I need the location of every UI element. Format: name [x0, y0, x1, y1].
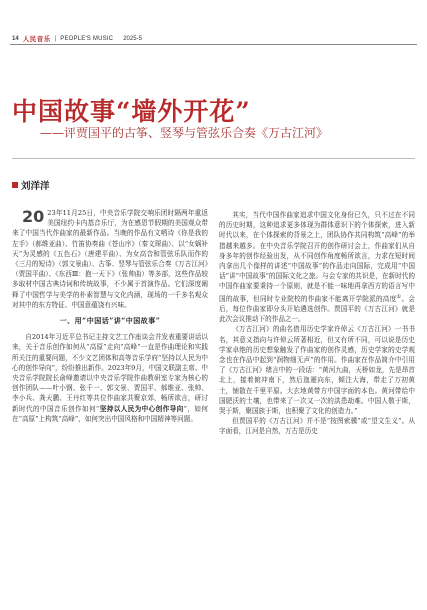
right-column: [219, 210, 415, 437]
paragraph-text: 自2014年习近平总书记主持文艺工作座谈会并发表重要讲话以来，关于音乐创作如何从“高原”走向“高峰”一直是作曲理论和实践所关注的重要问题，不少文艺团体和高等音乐学府“坚持以人民为中心的创作导向”，纷纷推出新作。2023年9月，中国文联副主席、中央音乐学院院长俞峰邀请以中央音乐学院作曲教研室专家为核心的创作团队——叶小钢、张千一、郭文景、贾国平、郝维亚、张帅、李小兵、龚天鹏、王丹红等共位作曲家共聚京郊，畅所欲言，研讨新时代的中国音乐创作如何“: [12, 333, 208, 413]
paragraph-text: 其实，当代中国作曲家追求中国文化身份已久，只不过在不同的历史时期，这种追求更多体现为群体意识下的个体探索，进入新时代以来，在个体探索的背景之上，团队协作共同构筑“高峰”的举措越来越多。在中央音乐学院召开的创作研讨会上，作曲家们从自身多年的创作经验出发，从不同创作角度畅所欲言，力求在短时间内拿出几个像样的讲述“中国故事”的作品走向国际，完成用“中国话”讲“中国故事”的国际文化之旅。与会专家的共识是，在新时代的中国作曲家要秉持一个原则，就是不能一味地再拿西方的语言写中国的故事，但同时专业院校的作曲家不能离开学院派的高度: [219, 211, 415, 303]
author-line: [12, 178, 50, 192]
dropcap: 20: [22, 207, 45, 226]
header-separator: |: [54, 35, 57, 42]
footnote-ref: ①: [396, 293, 402, 300]
left-column: [12, 208, 208, 424]
paragraph: [219, 210, 415, 324]
article-subtitle: ——评贾国平的古筝、竖琴与管弦乐合奏《万古江河》: [40, 126, 329, 140]
page-number: 14: [12, 35, 19, 42]
magazine-logo: 人民音乐: [22, 36, 51, 43]
paragraph-emphasis: 坚持以人民为中心创作导向: [99, 404, 184, 413]
section-heading: 一、用“中国话”讲“中国故事”: [59, 316, 161, 326]
header-rule: [10, 44, 417, 45]
paragraph-text: 23年11月25日，中央音乐学院交响乐团时隔两年重返美国纽约卡内基音乐厅，为在感恩节假期的美国观众带来了中国当代作曲家的最新作品。当晚的作品有文哂诗《你是我的左手》（郝维亚曲）、竹笛协奏曲《苍山序》（秦文琛曲）、以“女娲补天”为灵感的《五色石》（唐建平曲）、为女高音和管弦乐队而作的《三月的短诗》（郭文景曲）、古筝、竖琴与管弦乐合奏《万古江河》（贾国平曲）、《东西Ⅲ：抱一天下》（张帅曲）等多部，这些作品较多取材中国古典诗词和传统故事，不少属于首演作品。它们深度阐释了中国哲学与美学的朴素智慧与文化内涵，现场的一千多名观众对其中的东方特征、中国意蕴饶有兴味。: [12, 209, 208, 309]
paragraph: 但贾国平的《万古江河》并不是“按图索骥”或“望文生义”。从字面看，江河是自然，万古是历史: [219, 417, 415, 436]
author-name: 刘洋洋: [21, 181, 50, 192]
paragraph: [12, 332, 208, 424]
paragraph: [12, 208, 208, 310]
page-header: [12, 34, 142, 43]
paragraph-text: ”，如何在“高原”上构筑“高峰”，如何突出中国风格和中国精神等问题。: [12, 404, 209, 423]
paragraph-text: 。会后，每位作曲家即分头开始遴选创作。贾国平的《万古江河》就是此次会议推动下的作品之一。: [219, 294, 416, 324]
issue-number: 2025-5: [123, 35, 142, 42]
magazine-name: PEOPLE'S MUSIC: [60, 35, 114, 42]
paragraph: 《万古江河》的曲名借用历史学家许倬云《万古江河》一书书名，其意义指向与许倬云所著相近，但又有所不同，可以说是历史学家卓绝的历史想象触发了作曲家的创作灵感，历史学家的史学观念也在作品中起到“润物细无声”的作用。作曲家在作品简介中引用了《万古江河》绪言中的一段话：“黄河九曲，天桥如龙，先是昂首北上，接着俯冲南下，然后迤逦向东，倾注大海，带走了万初黄土，铺散在千里平原。大玄地黄带方中国字面的本色。黄河带给中国肥沃的土壤，也带来了一次又一次的洪患劫难。中国人敬于斯，哭于斯，聚国族于斯，也积聚了文化的创造力。”: [219, 325, 415, 416]
author-marker-icon: [12, 182, 18, 188]
article-title: 中国故事“墙外开花”: [12, 97, 251, 126]
title-divider: [12, 158, 415, 159]
